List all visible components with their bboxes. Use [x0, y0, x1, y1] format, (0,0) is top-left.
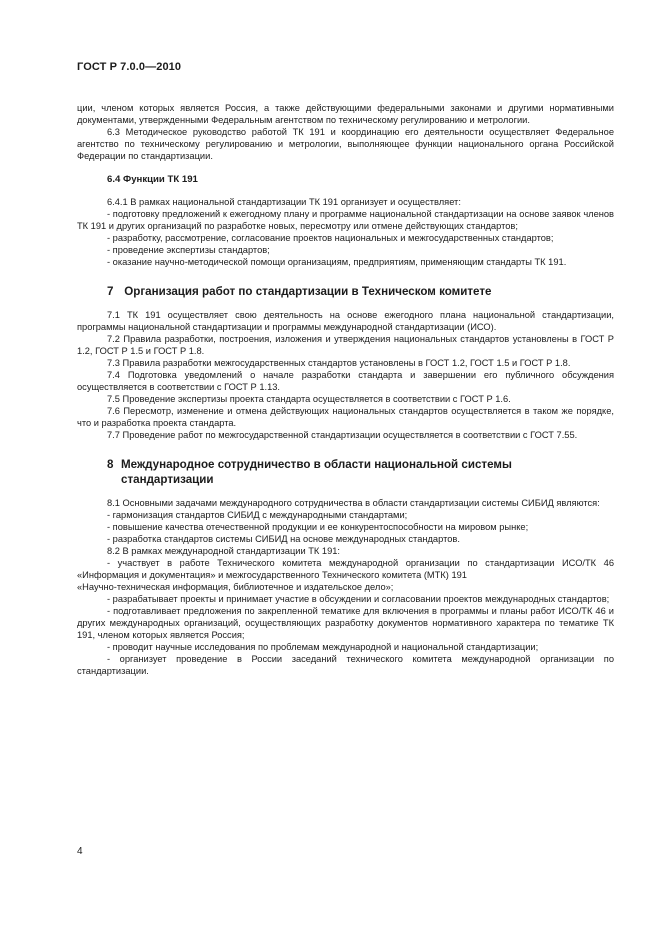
list-item: - гармонизация стандартов СИБИД с международными стандартами; — [107, 510, 408, 520]
list-item: - подготавливает предложения по закрепленной тематике для включения в программы и планы работ ИСО/ТК 46 и других международных организаций, осуществляющих разработку документов нормативного характера по тематике ТК 191, членом которых является Россия; — [77, 606, 614, 640]
paragraph: 7.1 ТК 191 осуществляет свою деятельность на основе ежегодного плана национальной стандартизации, программы национальной стандартизации и программы международной стандартизации (ИСО). — [77, 310, 614, 332]
paragraph: 8.2 В рамках международной стандартизации ТК 191: — [107, 546, 341, 556]
paragraph: ции, членом которых является Россия, а также действующими федеральными законами и другими нормативными документами, утвержденными Федеральным агентством по техническому регулированию и метрологии. — [77, 103, 614, 125]
section-title-continued: стандартизации — [121, 473, 214, 486]
list-item: - разработку, рассмотрение, согласование проектов национальных и межгосударственных стандартов; — [107, 233, 554, 243]
paragraph: 7.3 Правила разработки межгосударственных стандартов установлены в ГОСТ 1.2, ГОСТ 1.5 и ГОСТ Р 1.8. — [107, 358, 571, 368]
list-item: - разработка стандартов системы СИБИД на основе международных стандартов. — [107, 534, 460, 544]
subsection-heading-6-4: 6.4 Функции ТК 191 — [107, 174, 198, 185]
section-number: 7 — [107, 285, 114, 298]
list-item: - разрабатывает проекты и принимает участие в обсуждении и согласовании проектов международных стандартов; — [107, 594, 610, 604]
page-number: 4 — [77, 846, 83, 857]
section-title: Организация работ по стандартизации в Техническом комитете — [124, 285, 492, 298]
paragraph: 7.4 Подготовка уведомлений о начале разработки стандарта и завершении его публичного обсуждения осуществляется в соответствии с ГОСТ Р 1.13. — [77, 370, 614, 392]
paragraph: 7.7 Проведение работ по межгосударственной стандартизации осуществляется в соответствии с ГОСТ 7.55. — [107, 430, 578, 440]
paragraph: 6.3 Методическое руководство работой ТК 191 и координацию его деятельности осуществляет Федеральное агентство по техническому регулированию и метрологии, выполняющее функции национального органа Российской Федерации по стандартизации. — [77, 127, 614, 161]
list-item-continued: «Научно-техническая информация, библиотечное и издательское дело»; — [77, 582, 394, 592]
paragraph: 7.2 Правила разработки, построения, изложения и утверждения национальных стандартов установлены в ГОСТ Р 1.2, ГОСТ Р 1.5 и ГОСТ Р 1.8. — [77, 334, 614, 356]
list-item: - проведение экспертизы стандартов; — [107, 245, 270, 255]
paragraph: 7.5 Проведение экспертизы проекта стандарта осуществляется в соответствии с ГОСТ Р 1.6. — [107, 394, 511, 404]
list-item: - участвует в работе Технического комитета международной организации по стандартизации ИСО/ТК 46 «Информация и документация» и межгосударственного Технического комитета (МТК) 191 — [77, 558, 614, 580]
section-number: 8 — [107, 458, 114, 471]
document-header: ГОСТ Р 7.0.0—2010 — [77, 61, 182, 73]
list-item: - подготовку предложений к ежегодному плану и программе национальной стандартизации на основе заявок членов ТК 191 и других организаций по разработке новых, пересмотру или отмене действующих стандартов; — [77, 209, 614, 231]
section-heading-7 — [77, 284, 614, 299]
paragraph: 6.4.1 В рамках национальной стандартизации ТК 191 организует и осуществляет: — [107, 197, 461, 207]
section-heading-8 — [77, 457, 614, 487]
list-item: - повышение качества отечественной продукции и ее конкурентоспособности на мировом рынке; — [107, 522, 529, 532]
section-title: Международное сотрудничество в области национальной системы — [121, 458, 512, 471]
list-item: - проводит научные исследования по проблемам международной и национальной стандартизации; — [107, 642, 539, 652]
list-item: - организует проведение в России заседаний технического комитета международной организации по стандартизации. — [77, 654, 614, 676]
paragraph: 7.6 Пересмотр, изменение и отмена действующих национальных стандартов осуществляется в таком же порядке, что и разработка проекта стандарта. — [77, 406, 614, 428]
paragraph: 8.1 Основными задачами международного сотрудничества в области стандартизации системы СИБИД являются: — [107, 498, 600, 508]
document-body — [77, 102, 614, 677]
list-item: - оказание научно-методической помощи организациям, предприятиям, применяющим стандарты ТК 191. — [107, 257, 567, 267]
